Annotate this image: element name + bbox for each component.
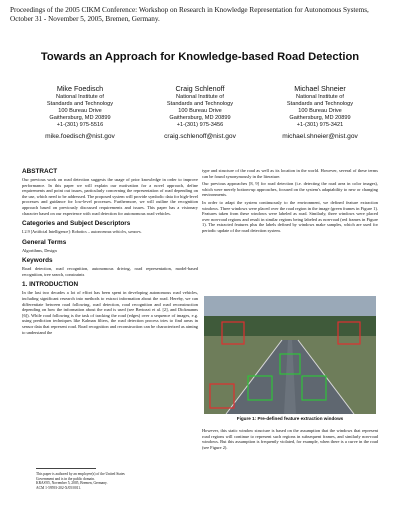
author-city: Gaithersburg, MD 20899 — [289, 115, 351, 122]
author-phone: +1-(301) 975-3421 — [296, 122, 344, 129]
abstract-text: Our previous work on road detection suggests the usage of prior knowledge in order to improve performance. In this paper we will explain our motivation for a novel approach, define requirements and point out issues, particularly concerning the representation of road depending on the use, which need to be addressed. The proposed system will provide symbolic data for high-level processes and guidance for low-level processes. Furthermore, we will outline the recognition approach based on previously discussed requirements and issues. This paper has a visionary character based on our experience with road detection for autonomous road vehicles. — [22, 177, 198, 216]
left-column — [22, 168, 198, 337]
author-name: Craig Schlenoff — [175, 84, 225, 93]
general-terms-heading: General Terms — [22, 238, 67, 246]
author-city: Gaithersburg, MD 20899 — [49, 115, 111, 122]
footnote-line: Government and is in the public domain. — [36, 476, 95, 481]
body-paragraph: In order to adapt the system continuously to the environment, we defined feature extraction windows. Three windows were placed over the road region in the image (green frames in Figure 1). Features taken from these windows were labeled as road. Similarly, three windows were placed over non-road regions and result in similar regions being labeled as non-road (red frames in Figure 1). The extracted features plus the labels defined by windows make samples, which are used for periodic update of the road detection system. — [202, 199, 378, 233]
author-street: 100 Bureau Drive — [58, 108, 102, 115]
author-phone: +1-(301) 975-5516 — [56, 122, 104, 129]
road-scene-figure — [204, 296, 376, 414]
categories-italic: autonomous vehicles, sensors. — [90, 229, 142, 235]
author-phone: +1-(301) 975-3456 — [176, 122, 224, 129]
author-city: Gaithersburg, MD 20899 — [169, 115, 231, 122]
body-paragraph: However, this static window structure is based on the assumption that the windows that represent road regions will continue to represent such regions in subsequent frames, and similarly non-road windows. But this assumption is frequently violated, for example, when there is a curve in the road (see Figure 2). — [202, 428, 378, 450]
author-street: 100 Bureau Drive — [178, 108, 222, 115]
author-affiliation: Standards and Technology — [46, 101, 114, 108]
author-email[interactable]: craig.schlenoff@nist.gov — [164, 133, 236, 141]
paper-title: Towards an Approach for Knowledge-based Road Detection — [40, 51, 360, 63]
author-email[interactable]: mike.foedisch@nist.gov — [45, 133, 115, 141]
keywords-heading: Keywords — [22, 257, 53, 265]
footnote-line: KRAS'05, November 5, 2005, Bremen, Germany. — [36, 481, 108, 485]
author-2 — [140, 84, 260, 142]
author-affiliation: National Institute of — [296, 94, 344, 100]
author-name: Mike Foedisch — [56, 84, 104, 93]
right-column-continued — [202, 428, 378, 452]
abstract-heading: ABSTRACT — [22, 168, 58, 175]
author-name: Michael Shneier — [294, 84, 346, 93]
introduction-heading: 1. INTRODUCTION — [22, 281, 79, 289]
figure-caption: Figure 1: Pre-defined feature extraction windows — [236, 416, 344, 421]
introduction-text: In the last two decades a lot of effort has been spent in developing autonomous road vehicles, including significant research into methods to extract information about the road. Hereby, we can differentiate between road following, road detection, road recognition and road reconstruction depending on how the information about the road is used (see Bertozzi et al. [2], and Dickmanns [6]). While road following is the task of tracking the road (edges) over a sequence of images, e.g. using prediction techniques like Kalman filters, the road detection process tries to find areas in sensor data that represent road. Road recognition and reconstruction can be characterized as aiming to understand the — [22, 290, 198, 335]
road-scene-image — [204, 296, 376, 414]
footnote-line: This paper is authored by an employee(s) of the United States — [36, 472, 125, 476]
author-email[interactable]: michael.shneier@nist.gov — [282, 133, 358, 141]
footnote-line: ACM 1-59593-202-X/05/0011. — [36, 485, 81, 490]
general-terms-text: Algorithms, Design — [22, 247, 57, 253]
author-3 — [260, 84, 380, 142]
author-affiliation: National Institute of — [56, 94, 104, 100]
author-affiliation: Standards and Technology — [286, 101, 354, 108]
body-paragraph: Our previous approaches [8, 9] for road detection (i.e. detecting the road area in color images), which were merely bottom-up approaches, focused on the system's adaptability to new or changing environments. — [202, 181, 378, 198]
footnote-rule — [36, 468, 96, 469]
keywords-text: Road detection, road recognition, autonomous driving, road representation, model-based recognition, tree search, constraints — [22, 266, 198, 277]
categories-text — [22, 229, 198, 234]
author-1 — [20, 84, 140, 142]
author-affiliation: National Institute of — [176, 94, 224, 100]
right-column — [202, 168, 378, 236]
categories-heading: Categories and Subject Descriptors — [22, 220, 131, 228]
body-paragraph: type and structure of the road as well as its location in the world. However, several of these terms can be found synonymously in the literature. — [202, 168, 378, 179]
author-street: 100 Bureau Drive — [298, 108, 342, 115]
copyright-footnote — [36, 468, 186, 490]
author-block — [20, 84, 380, 142]
author-affiliation: Standards and Technology — [166, 101, 234, 108]
proceedings-header: Proceedings of the 2005 CIKM Conference: Workshop on Research in Knowledge Representation for Autonomous Systems, October 31 - November 5, 2005, Bremen, Germany. — [10, 6, 369, 23]
categories-prefix: I.2.9 [Artificial Intelligence]: Robotics – — [22, 229, 90, 235]
